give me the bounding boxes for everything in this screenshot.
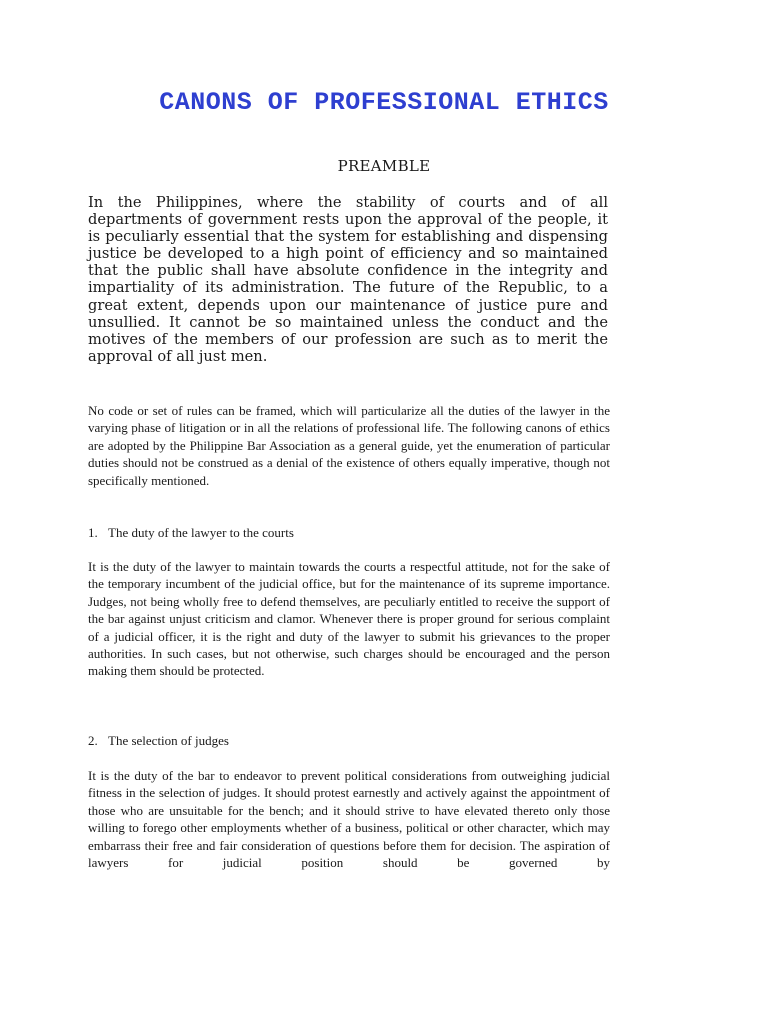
- section-title: The duty of the lawyer to the courts: [108, 525, 294, 540]
- section-number: 1.: [88, 525, 98, 540]
- preamble-paragraph: In the Philippines, where the stability of courts and of all departments of government rests upon the approval of the people, it is peculiarly essential that the system for establishing and dispensing justice be developed to a high point of efficiency and so maintained that the public shall have absolute confidence in the integrity and impartiality of its administration. The future of the Republic, to a great extent, depends upon our maintenance of justice pure and unsullied. It cannot be so maintained unless the conduct and the motives of the members of our profession are such as to merit the approval of all just men.: [88, 194, 608, 365]
- section-heading-1: [88, 524, 610, 541]
- preamble-heading: PREAMBLE: [337, 157, 431, 175]
- section-number: 2.: [88, 733, 98, 748]
- section-heading-2: [88, 732, 610, 749]
- document-title: CANONS OF PROFESSIONAL ETHICS: [159, 88, 609, 117]
- section-paragraph-1: It is the duty of the lawyer to maintain towards the courts a respectful attitude, not for the sake of the temporary incumbent of the judicial office, but for the maintenance of its supreme importance. Judges, not being wholly free to defend themselves, are peculiarly entitled to receive the support of the bar against unjust criticism and clamor. Whenever there is proper ground for serious complaint of a judicial officer, it is the right and duty of the lawyer to submit his grievances to the proper authorities. In such cases, but not otherwise, such charges should be encouraged and the person making them should be protected.: [88, 559, 610, 679]
- intro-paragraph: No code or set of rules can be framed, which will particularize all the duties of the lawyer in the varying phase of litigation or in all the relations of professional life. The following canons of ethics are adopted by the Philippine Bar Association as a general guide, yet the enumeration of particular duties should not be construed as a denial of the existence of others equally imperative, though not specifically mentioned.: [88, 403, 610, 488]
- section-title: The selection of judges: [108, 733, 229, 748]
- section-paragraph-2: It is the duty of the bar to endeavor to prevent political considerations from outweighing judicial fitness in the selection of judges. It should protest earnestly and actively against the appointment of those who are unsuitable for the bench; and it should strive to have elevated thereto only those willing to forego other employments whether of a business, political or other character, which may embarrass their free and fair consideration of questions before them for decision. The aspiration of lawyers for judicial position should be governed by: [88, 768, 610, 871]
